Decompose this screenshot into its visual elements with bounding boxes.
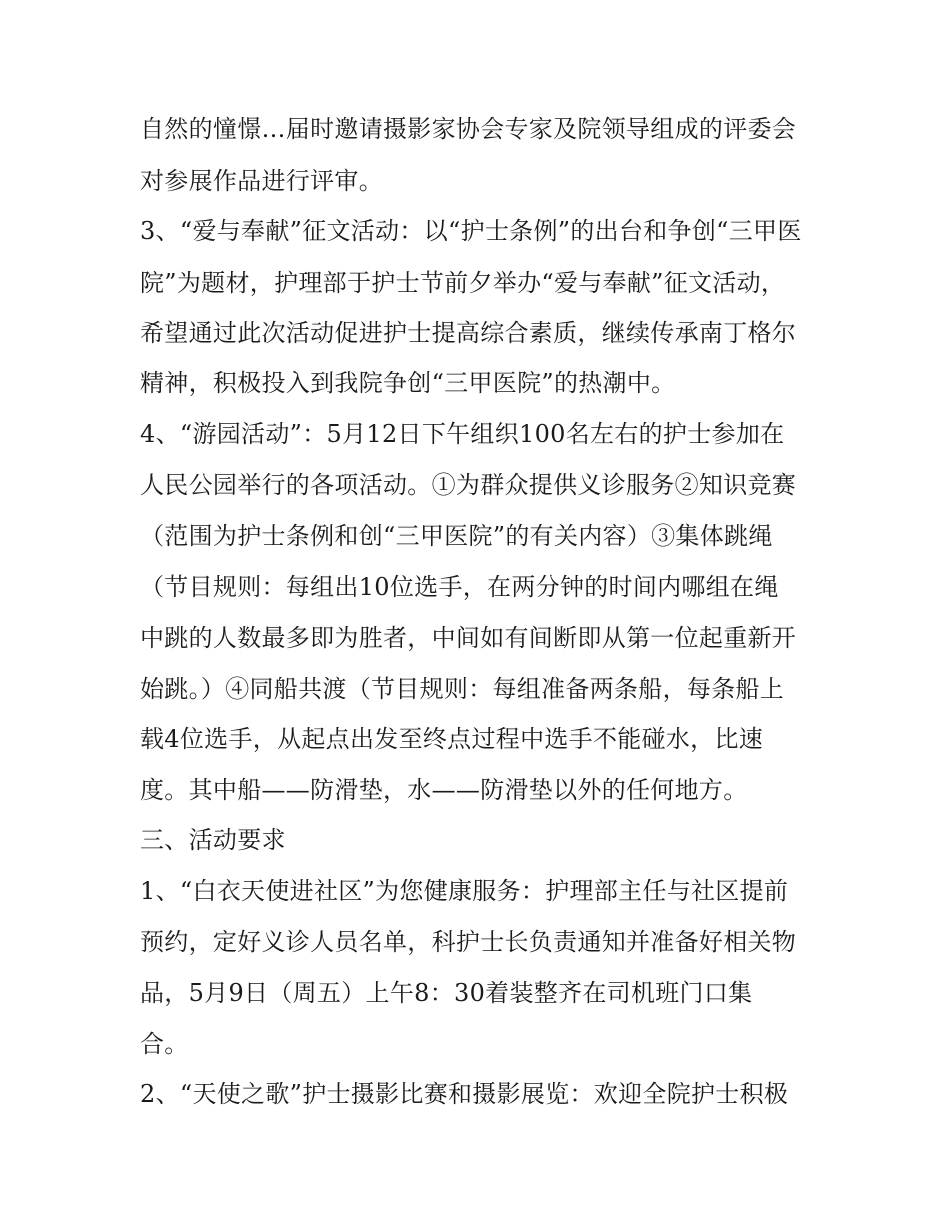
- text-line: （节目规则：每组出10位选手，在两分钟的时间内哪组在绳: [140, 573, 779, 601]
- text-line: 希望通过此次活动促进护士提高综合素质，继续传承南丁格尔: [140, 319, 797, 347]
- text-line: 自然的憧憬…届时邀请摄影家协会专家及院领导组成的评委会: [140, 115, 797, 143]
- text-line: 1、“白衣天使进社区”为您健康服务：护理部主任与社区提前: [140, 877, 789, 905]
- text-line: 始跳。）④同船共渡（节目规则：每组准备两条船，每条船上: [140, 675, 785, 703]
- text-line: 人民公园举行的各项活动。①为群众提供义诊服务②知识竞赛: [140, 471, 797, 499]
- text-line: 院”为题材，护理部于护士节前夕举办“爱与奉献”征文活动，: [140, 269, 786, 297]
- text-line: 合。: [140, 1030, 189, 1058]
- text-line: 4、“游园活动”：5月12日下午组织100名左右的护士参加在: [140, 420, 785, 448]
- text-line: 2、“天使之歌”护士摄影比赛和摄影展览：欢迎全院护士积极: [140, 1080, 789, 1108]
- text-line: 中跳的人数最多即为胜者，中间如有间断即从第一位起重新开: [140, 624, 797, 652]
- section-heading: 三、活动要求: [140, 826, 286, 854]
- text-line: 对参展作品进行评审。: [140, 167, 383, 195]
- text-line: 3、“爱与奉献”征文活动：以“护士条例”的出台和争创“三甲医: [140, 217, 802, 245]
- text-line: （范围为护士条例和创“三甲医院”的有关内容）③集体跳绳: [140, 522, 773, 550]
- text-line: 度。其中船——防滑垫，水——防滑垫以外的任何地方。: [140, 776, 748, 804]
- text-line: 品，5月9日（周五）上午8：30着装整齐在司机班门口集: [140, 979, 753, 1007]
- text-line: 预约，定好义诊人员名单，科护士长负责通知并准备好相关物: [140, 928, 797, 956]
- text-line: 精神，积极投入到我院争创“三甲医院”的热潮中。: [140, 369, 676, 397]
- text-line: 载4位选手，从起点出发至终点过程中选手不能碰水，比速: [140, 725, 764, 753]
